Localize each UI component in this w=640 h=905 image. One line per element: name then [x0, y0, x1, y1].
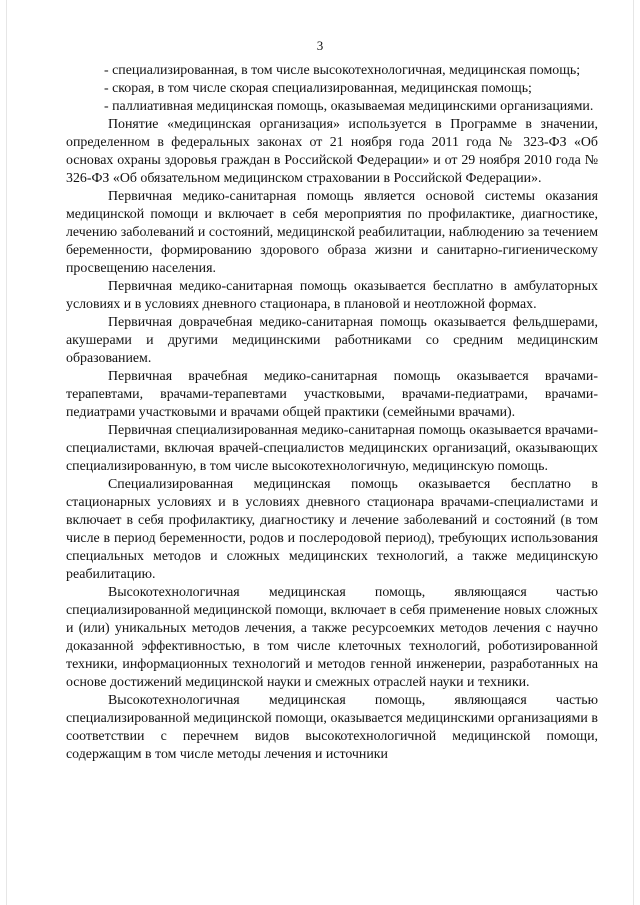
paragraph: Первичная медико-санитарная помощь оказывается бесплатно в амбулаторных условиях и в условиях дневного стационара, в плановой и неотложной формах. — [66, 279, 598, 312]
scan-edge-left — [6, 0, 7, 905]
document-body — [66, 62, 598, 764]
paragraph: Первичная доврачебная медико-санитарная помощь оказывается фельдшерами, акушерами и другими медицинскими работниками со средним медицинским образованием. — [66, 315, 598, 366]
paragraph: Высокотехнологичная медицинская помощь, являющаяся частью специализированной медицинской помощи, включает в себя применение новых сложных и (или) уникальных методов лечения, а также ресурсоемких методов лечения с научно доказанной эффективностью, в том числе клеточных технологий, роботизированной техники, информационных технологий и методов генной инженерии, разработанных на основе достижений медицинской науки и смежных отраслей науки и техники. — [66, 585, 598, 690]
paragraph: Первичная специализированная медико-санитарная помощь оказывается врачами-специалистами, включая врачей-специалистов медицинских организаций, оказывающих специализированную, в том числе высокотехнологичную, медицинскую помощь. — [66, 423, 598, 474]
paragraph: Специализированная медицинская помощь оказывается бесплатно в стационарных условиях и в условиях дневного стационара врачами-специалистами и включает в себя профилактику, диагностику и лечение заболеваний и состояний (в том числе в период беременности, родов и послеродовой период), требующих использования специальных методов и сложных медицинских технологий, а также медицинскую реабилитацию. — [66, 477, 598, 582]
list-item: - скорая, в том числе скорая специализированная, медицинская помощь; — [104, 81, 532, 96]
paragraph: Первичная медико-санитарная помощь является основой системы оказания медицинской помощи и включает в себя мероприятия по профилактике, диагностике, лечению заболеваний и состояний, медицинской реабилитации, наблюдению за течением беременности, формированию здорового образа жизни и санитарно-гигиеническому просвещению населения. — [66, 189, 598, 276]
page-number: 3 — [316, 38, 324, 53]
paragraph: Высокотехнологичная медицинская помощь, являющаяся частью специализированной медицинской помощи, оказывается медицинскими организациями в соответствии с перечнем видов высокотехнологичной медицинской помощи, содержащим в том числе методы лечения и источники — [66, 693, 598, 762]
list-item: - специализированная, в том числе высокотехнологичная, медицинская помощь; — [104, 63, 581, 78]
paragraph: Понятие «медицинская организация» используется в Программе в значении, определенном в федеральных законах от 21 ноября года 2011 года № 323-ФЗ «Об основах охраны здоровья граждан в Российской Федерации» и от 29 ноября 2010 года № 326-ФЗ «Об обязательном медицинском страховании в Российской Федерации». — [66, 117, 598, 186]
paragraph: Первичная врачебная медико-санитарная помощь оказывается врачами-терапевтами, врачами-терапевтами участковыми, врачами-педиатрами, врачами-педиатрами участковыми и врачами общей практики (семейными врачами). — [66, 369, 598, 420]
list-item: - паллиативная медицинская помощь, оказываемая медицинскими организациями. — [104, 99, 594, 114]
scan-edge-right — [633, 0, 634, 905]
